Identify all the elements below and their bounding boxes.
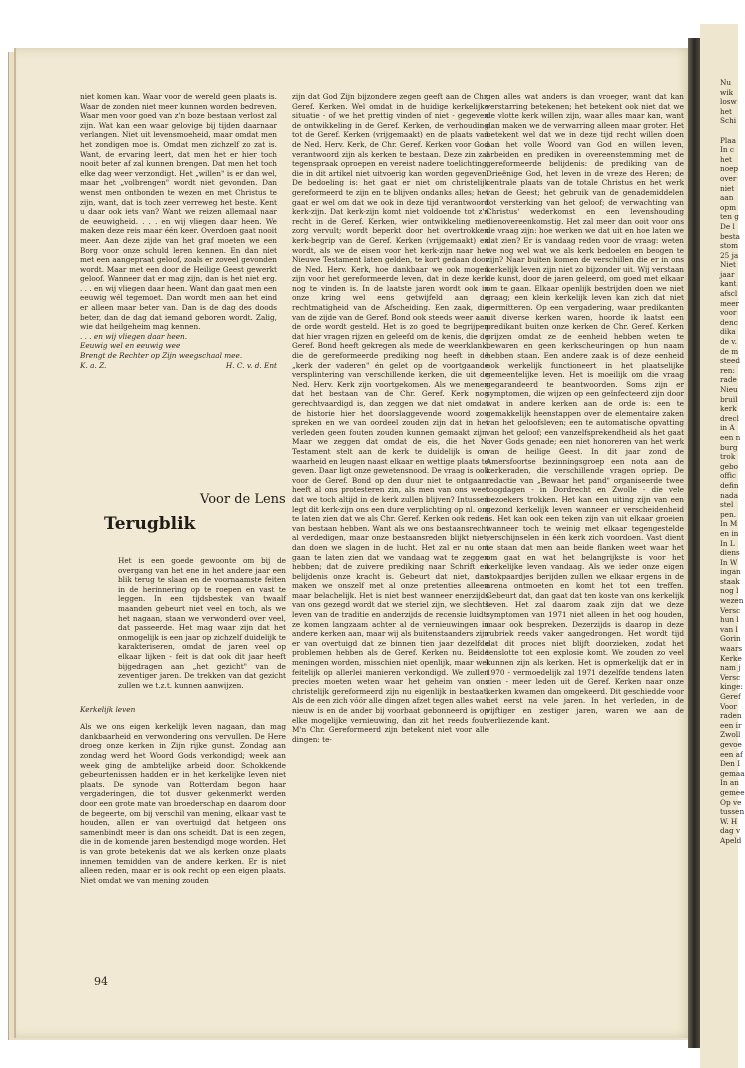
next-page-line: noep <box>720 164 739 174</box>
next-page-line: afscl <box>720 289 738 299</box>
next-page-line: stom <box>720 241 738 251</box>
next-page-line: staak <box>720 576 740 586</box>
next-page-line: rade <box>720 375 737 385</box>
next-page-line: een ir <box>720 720 742 730</box>
next-page-line: Niet <box>720 260 736 270</box>
section-kicker: Voor de Lens <box>200 492 286 507</box>
next-page-line: Den I <box>720 759 741 769</box>
next-page-line: In c <box>720 145 734 155</box>
column-1b <box>80 698 286 893</box>
next-page-line: nog l <box>720 586 739 596</box>
signature-left: K. a. Z. <box>80 360 107 370</box>
next-page-line: het <box>720 106 732 116</box>
next-page-line: Nu <box>720 78 732 87</box>
next-page-line: Plaa <box>720 135 736 145</box>
next-page-line: waars <box>720 644 743 654</box>
next-page-line: Zwoll <box>720 730 741 740</box>
next-page-line: W. H <box>720 816 738 826</box>
next-page-line: Gorin <box>720 634 741 644</box>
next-page-line: aan <box>720 193 734 203</box>
next-page-text <box>700 24 745 846</box>
next-page-line: Geref <box>720 692 741 701</box>
next-page-edge <box>700 24 745 1068</box>
next-page-line: over <box>720 173 737 183</box>
next-page-line: een n <box>720 432 741 442</box>
next-page-line: Versc <box>720 672 741 682</box>
next-page-line: stel <box>720 500 734 510</box>
next-page-line: In M <box>720 519 738 529</box>
next-page-line: hun l <box>720 615 739 625</box>
next-page-line: Kerke <box>720 653 742 663</box>
column-1 <box>80 92 277 370</box>
next-page-line: In W <box>720 557 738 567</box>
page-number: 94 <box>94 975 108 988</box>
next-page-line: jaar <box>720 269 735 279</box>
next-page-line: bruil <box>720 394 738 404</box>
next-page-line: kinge: <box>720 682 743 692</box>
next-page-line: tussen <box>720 807 745 817</box>
next-page-line: ren: <box>720 365 735 375</box>
next-page-line: besta <box>720 231 741 241</box>
next-page-line: Voor <box>720 701 737 711</box>
next-page-line: denc <box>720 317 738 327</box>
next-page-line: losw <box>720 97 737 107</box>
next-page-line: van l <box>720 624 738 634</box>
next-page-line: kerk <box>720 404 737 414</box>
signature-right: H. C. v. d. Ent <box>225 360 277 370</box>
signature <box>80 361 277 371</box>
column-2-text: zijn dat God Zijn bijzondere zegen geeft aan de Chr. Geref. Kerken. Wel omdat in de huidige kerkelijke situatie - of we het prettig vinden of niet - gegeven de ontwikkeling in de Geref. Kerken, de verhouding tot de Geref. Kerken (vrijgemaakt) en de plaats van de Ned. Herv. Kerk, de Chr. Geref. Kerken voor God verantwoord zijn als kerken te bestaan. Deze zin zal tegenspraak oproepen en vereist nadere toelichting, die in dit artikel niet uitvoerig kan worden gegeven. De bedoeling is: het gaat er niet om christelijk gereformeerd te zijn en te blijven ondanks alles; het gaat er wel om dat we ook in deze tijd verantwoord kerk-zijn. Dat kerk-zijn komt niet voldoende tot z'n recht in de Geref. Kerken, wier ontwikkeling met zorg vervult; wordt beperkt door het overtrokken kerk-begrip van de Geref. Kerken (vrijgemaakt) en wordt, als we de eisen voor het kerk-zijn naar het Nieuwe Testament laten gelden, te kort gedaan door de Ned. Herv. Kerk, hoe dankbaar we ook mogen zijn voor het gereformeerde leven, dat in deze kerk nog te vinden is. In de laatste jaren wordt ook in onze kring wel eens getwijfeld aan de rechtmatigheid van de Afscheiding. Een zaak, die van de zijde van de Geref. Bond ook steeds weer aan de orde wordt gesteld. Het is zo goed te begrijpen dat hier vragen rijzen en geleefd om de kenis, die de Geref. Bond heeft gekregen als mede de weerklank, die de gereformeerde prediking nog heeft in de „kerk der vaderen" én gelet op de voortgaande versplintering van verschillende kerken, die uit de Ned. Herv. Kerk zijn voortgekomen. Als we menen dat het bestaan van de Chr. Geref. Kerk nog gerechtvaardigd is, dan zeggen we dat niet omdat de historie hier het doorslaggevende woord zou spreken en we van oordeel zouden zijn dat in het verleden geen fouten zouden kunnen gemaakt zijn. Maar we zeggen dat omdat de eis, die het N. Testament stelt aan de kerk te duidelijk is om waarheid en leugen naast elkaar en wettige plaats te geven. Daar ligt onze gewetensnood. De vraag is ook voor de Geref. Bond op den duur niet te ontgaan: heeft al ons protesteren zin, als men van ons weet dat we toch altijd in de kerk zullen blijven? Intussen legt dit kerk-zijn ons een dure verplichting op nl. om te laten zien dat we als Chr. Geref. Kerken ook reden van bestaan hebben. Want als we ons bestaansrecht al verdedigen, maar onze bestaansreden blijkt niet, dan doen we slagen in de lucht. Het zal er nu om gaan te laten zien dat we vandaag wat te zeggen hebben; dat de zuivere prediking naar Schrift en belijdenis onze kracht is. Gebeurt dat niet, dan maken we onszelf met al onze pretenties alleen maar belachelijk. Het is niet best wanneer enerzijds van ons gezegd wordt dat we steriel zijn, we slechts leven van de traditie en anderzijds de recensie luidt: ze komen langzaam achter al de vernieuwingen in andere kerken aan, maar wij als buitenstaanders zijn er van overtuigd dat ze binnen tien jaar dezelfde problemen hebben als de Geref. Kerken nu. Beide meningen worden, misschien niet openlijk, maar wel feitelijk op allerlei manieren verkondigd. We zullen precies moeten weten waar het geheim van ons christelijk gereformeerd zijn nu eigenlijk in bestaat. Als de een zich vóór alle dingen afzet tegen alles wat nieuw is en de ander bij voorbaat gebonneerd is op elke mogelijke vernieuwing, dan zit het reeds fout. M'n Chr. Gereformeerd zijn betekent niet voor alle dingen: te- <box>292 92 489 744</box>
next-page-line: gevoe <box>720 739 742 749</box>
next-page-line: een af <box>720 749 743 759</box>
next-page-line: ten g <box>720 212 739 222</box>
next-page-line: en in <box>720 528 739 538</box>
next-page-line: drecl <box>720 413 739 423</box>
column-3 <box>486 92 684 725</box>
next-page-line: in A <box>720 423 735 433</box>
next-page-line: offic <box>720 471 736 481</box>
next-page-line: In L <box>720 538 735 548</box>
subheading: Kerkelijk leven <box>80 705 136 715</box>
next-page-line: meer <box>720 298 740 308</box>
next-page-line: raden <box>720 711 742 721</box>
next-page-line: wik <box>720 87 734 97</box>
next-page-line: nam j <box>720 663 741 673</box>
next-page-line: nada <box>720 490 739 500</box>
next-page-line: defin <box>720 480 739 490</box>
poem-line-1: . . . en wij vliegen daar heen. <box>80 331 188 341</box>
next-page-line: dika <box>720 327 736 337</box>
column-2 <box>292 92 489 744</box>
next-page-line: Apeld <box>720 835 742 845</box>
next-page-line <box>720 126 738 136</box>
next-page-line: pen. <box>720 509 737 519</box>
next-page-line: wezen <box>720 596 744 606</box>
next-page-line: steed <box>720 356 740 366</box>
column-3-text: gen alles wat anders is dan vroeger, want dat kan verstarring betekenen; het betekent ook niet dat we de vlotte kerk willen zijn, waar alles maar kan, want dan maken we de verwarring alleen maar groter. Het betekent wel dat we in deze tijd recht willen doen aan het volle Woord van God en willen leven, arbeiden en prediken in overeenstemming met de gereformeerde belijdenis: de prediking van de Drieënige God, het leven in de vreze des Heren; de centrale plaats van de totale Christus en het werk van de Geest; het gebruik van de genademiddelen tot versterking van het geloof; de verwachting van Christus' wederkomst en een levenshouding dienovereenkomstig. Het zal meer dan ooit voor ons de vraag zijn: hoe werken we dat uit en hoe laten we dat zien? Er is vandaag reden voor de vraag: weten we nog wel wat we als kerk bedoelen en beogen te zijn? Naar buiten komen de verschillen die er in ons kerkelijk leven zijn niet zo bijzonder uit. Wij verstaan de kunst, door de jaren geleerd, om goed met elkaar om te gaan. Elkaar openlijk bestrijden doen we niet graag; een klein kerkelijk leven kan zich dat niet permitteren. Op een vergadering, waar predikanten uit diverse kerken waren, hoorde ik laatst een predikant buiten onze kerken de Chr. Geref. Kerken prijzen omdat ze de eenheid hebben weten te bewaren en geen kerkscheuringen op hun naam hebben staan. Een andere zaak is of deze eenheid ook werkelijk functioneert in het plaatselijke gemeentelijke leven. Het is moeilijk om die vraag gegarandeerd te beantwoorden. Soms zijn er symptomen, die wijzen op een geïnfecteerd zijn door wat in andere kerken aan de orde is: een te gemakkelijk heenstappen over de elementaire zaken van het geloofsleven; een te automatische opvatting van het geloof; een vanzelfsprekendheid als het gaat over Gods genade; een niet honoreren van het werk van de heilige Geest. In dit jaar zond de Amersfoortse bezinningsgroep een nota aan de kerkeraden, die verschillende vragen opriep. De redactie van „Bewaar het pand" organiseerde twee toogdagen - in Dordrecht en Zwolle - die vele bezoekers trokken. Het kan een uiting zijn van een gezond kerkelijk leven wanneer er verscheidenheid is. Het kan ook een teken zijn van uit elkaar groeien wanneer toch te weinig met elkaar tegengestelde verschijnselen in één kerk zich voordoen. Vast dient te staan dat men aan beide flanken weet waar het om gaat en wat het belangrijkste is voor het kerkelijke leven vandaag. Als we ieder onze eigen stokpaardjes berijden zullen we elkaar ergens in de arena ontmoeten en komt het tot een treffen. Gebeurt dat, dan gaat dat ten koste van ons kerkelijk leven. Het zal daarom zaak zijn dat we deze symptomen van 1971 niet alleen in het oog houden, maar ook bespreken. Dezerzijds is daarop in deze rubriek reeds vaker aangedrongen. Het wordt tijd dat dit proces niet blijft doorzieken, zodat het tenslotte tot een explosie komt. We zouden zo veel kunnen zijn als kerken. Het is opmerkelijk dat er in 1970 - vermoedelijk zal 1971 dezelfde tendens laten zien - meer leden uit de Geref. Kerken naar onze kerken kwamen dan omgekeerd. Dit geschiedde voor het eerst na vele jaren. In het verleden, in de vijftiger en zestiger jaren, waren we aan de verliezende kant. <box>486 92 684 725</box>
next-page-line: burg <box>720 442 738 452</box>
next-page-line: trok <box>720 452 736 462</box>
next-page-line: dag v <box>720 826 741 836</box>
next-page-line: de m <box>720 346 739 356</box>
next-page-line: Nieu <box>720 385 738 394</box>
next-page-line: In an <box>720 778 739 788</box>
poem-line-3: Brengt de Rechter op Zijn weegschaal mee. <box>80 351 243 361</box>
next-page-line: De l <box>720 221 735 231</box>
column-1-text: niet komen kan. Waar voor de wereld geen plaats is. Waar de zonden niet meer kunnen worden bedreven. Waar men voor goed van z'n boze bestaan verlost zal zijn. Wat kan een waar gelovige bij tijden daarnaar verlangen. Niet uit levensmoeheid, maar omdat men het zondigen moe is. Omdat men zichzelf zo zat is. Want, de ervaring leert, dat men het er hier toch nooit beter af zal kunnen brengen. Dat men het toch elke dag weer verzondigt. Het „willen" is er dan wel, maar het „volbrengen" wordt niet gevonden. Dan wenst men ontbonden te wezen en met Christus te zijn, want, dat is toch zeer verreweg het beste. Kent u daar ook iets van? Want we reizen allemaal naar de eeuwigheid. . . . en wij vliegen daar heen. We maken deze reis maar één keer. Overdoen gaat nooit meer. Aan deze zijde van het graf moeten we een Borg voor onze schuld leren kennen. En dan niet met een aangepraat geloof, zoals er zoveel gevonden wordt. Maar met een door de Heilige Geest gewerkt geloof. Wanneer dat er mag zijn, dan is het niet erg. . . . en wij vliegen daar heen. Want dan gaat men een eeuwig wél tegemoet. Dan wordt men aan het eind er alleen maar beter van. Dan is de dag des doods beter, dan de dag dat iemand geboren wordt. Zalig, wie dat heilgeheim mag kennen. <box>80 92 277 332</box>
next-page-line: gemee <box>720 787 745 797</box>
next-page-line: diens <box>720 548 740 558</box>
article-title: Terugblik <box>104 514 196 534</box>
article-intro: Het is een goede gewoonte om bij de overgang van het ene in het andere jaar een blik terug te slaan en de voornaamste feiten in de herinnering op te roepen en vast te leggen. In een tijdsbestek van twaalf maanden gebeurt niet veel en toch, als we het nagaan, staan we verwonderd over veel, dat passeerde. Het mag waar zijn dat het onmogelijk is een jaar op zichzelf duidelijk te karakteriseren, omdat de jaren veel op elkaar lijken - feit is dat ook dit jaar heeft bijgedragen aan „het gezicht" van de zeventiger jaren. De trekken van dat gezicht zullen we t.z.t. kunnen aanwijzen. <box>118 556 286 690</box>
next-page-line: voor <box>720 308 737 318</box>
next-page-line: Versc <box>720 605 741 615</box>
next-page-line: gebo <box>720 461 739 471</box>
next-page-line: gemaa <box>720 768 745 778</box>
next-page-line: opm <box>720 202 736 212</box>
poem-line-2: Eeuwig wel en eeuwig wee <box>80 341 181 351</box>
next-page-line: niet <box>720 183 735 193</box>
next-page-line: ingan <box>720 567 741 577</box>
next-page-line: de v. <box>720 337 737 347</box>
next-page-line: Op ve <box>720 797 742 807</box>
next-page-line: Schi <box>720 116 737 126</box>
next-page-line: het <box>720 154 732 164</box>
next-page-line: 25 ja <box>720 250 739 260</box>
column-1b-text: Als we ons eigen kerkelijk leven nagaan, dan mag dankbaarheid en verwondering ons vervullen. De Here droeg onze kerken in Zijn rijke gunst. Zondag aan zondag werd het Woord Gods verkondigd; week aan week ging de ambtelijke arbeid door. Schokkende gebeurtenissen hadden er in het kerkelijke leven niet plaats. De synode van Rotterdam begon haar vergaderingen, die tot dusver gekenmerkt werden door een grote mate van broederschap en daarom door de begeerte, om bij verschil van mening, elkaar vast te houden, allen er van overtuigd dat hetgeen ons samenbindt meer is dan ons scheidt. Dat is een zegen, die in de komende jaren bestendigd moge worden. Het is van grote betekenis dat we als kerken onze plaats innemen temidden van de andere kerken. Er is niet alleen reden, maar er is ook recht op een eigen plaats. Niet omdat we van mening zouden <box>80 722 286 885</box>
next-page-line: kant <box>720 279 737 289</box>
